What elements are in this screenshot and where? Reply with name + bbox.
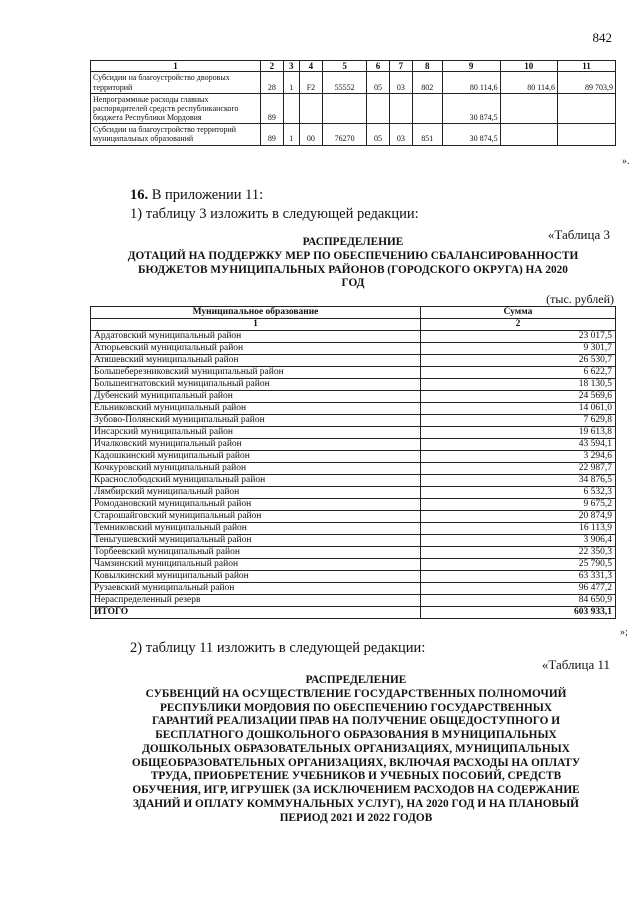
table-row	[91, 451, 616, 463]
item-16	[130, 187, 263, 204]
table-cell	[500, 124, 557, 145]
table-row	[91, 367, 616, 379]
heading-line: РАСПРЕДЕЛЕНИЕ	[302, 236, 404, 248]
table-row	[91, 331, 616, 343]
heading-line: ДОШКОЛЬНЫХ ОБРАЗОВАТЕЛЬНЫХ ОРГАНИЗАЦИЯХ, МУНИЦИПАЛЬНЫХ	[142, 742, 570, 755]
heading-line: СУБВЕНЦИЙ НА ОСУЩЕСТВЛЕНИЕ ГОСУДАРСТВЕННЫХ ПОЛНОМОЧИЙ	[145, 687, 567, 700]
amount-value: 23 017,5	[421, 331, 616, 343]
heading-line: РЕСПУБЛИКИ МОРДОВИЯ ПО ОБЕСПЕЧЕНИЮ ГОСУДАРСТВЕННЫХ	[159, 701, 553, 714]
item-16-number: 16.	[130, 187, 149, 203]
municipality-name: Большеигнатовский муниципальный район	[91, 379, 421, 391]
table-cell	[557, 124, 615, 145]
heading-line: ГОД	[341, 277, 365, 290]
municipality-name: Торбеевский муниципальный район	[91, 547, 421, 559]
table-row	[91, 391, 616, 403]
table-cell	[299, 93, 323, 124]
municipality-name: Старошайговский муниципальный район	[91, 511, 421, 523]
amount-value: 22 987,7	[421, 463, 616, 475]
table-cell	[367, 93, 390, 124]
table-cell	[557, 93, 615, 124]
table-cell: 89 703,9	[557, 72, 615, 93]
amount-value: 96 477,2	[421, 583, 616, 595]
municipality-name: Нераспределенный резерв	[91, 595, 421, 607]
amount-value: 25 790,5	[421, 559, 616, 571]
table-row	[91, 427, 616, 439]
amount-value: 43 594,1	[421, 439, 616, 451]
municipality-name: Кочкуровский муниципальный район	[91, 463, 421, 475]
table-cell	[283, 93, 299, 124]
table-cell: 89	[261, 93, 284, 124]
municipality-name: Инсарский муниципальный район	[91, 427, 421, 439]
column-number: 8	[412, 61, 442, 72]
table-11-reference: «Таблица 11	[541, 657, 610, 672]
amount-value: 3 906,4	[421, 535, 616, 547]
table-row	[91, 124, 616, 145]
table-row	[91, 523, 616, 535]
column-number: 4	[299, 61, 323, 72]
table-row	[91, 535, 616, 547]
table-row	[91, 403, 616, 415]
heading-line: ОБУЧЕНИЯ, ИГР, ИГРУШЕК (ЗА ИСКЛЮЧЕНИЕМ РАСХОДОВ НА СОДЕРЖАНИЕ	[132, 784, 580, 797]
table-row	[91, 475, 616, 487]
table-cell	[389, 93, 412, 124]
table-cell: 1	[283, 72, 299, 93]
table-cell: 00	[299, 124, 323, 145]
municipality-name: Чамзинский муниципальный район	[91, 559, 421, 571]
subsidy-distribution-table	[90, 306, 616, 619]
column-number: 6	[367, 61, 390, 72]
table-row	[91, 415, 616, 427]
municipality-name: Ардатовский муниципальный район	[91, 331, 421, 343]
item-16-text: В приложении 11:	[148, 187, 264, 203]
table-header-row	[91, 307, 616, 319]
table-row	[91, 511, 616, 523]
table-row	[91, 343, 616, 355]
heading-line: ГАРАНТИЙ РЕАЛИЗАЦИИ ПРАВ НА ПОЛУЧЕНИЕ ОБЩЕДОСТУПНОГО И	[151, 715, 561, 728]
amount-value: 34 876,5	[421, 475, 616, 487]
total-row	[91, 607, 616, 619]
column-number: 5	[323, 61, 367, 72]
table-3-reference: «Таблица 3	[547, 227, 610, 242]
subitem-1: 1) таблицу 3 изложить в следующей редакции:	[130, 206, 419, 222]
table-row	[91, 499, 616, 511]
table-3-heading	[90, 236, 616, 291]
municipality-name: Ковылкинский муниципальный район	[91, 571, 421, 583]
municipality-name: Кадошкинский муниципальный район	[91, 451, 421, 463]
amount-value: 22 350,3	[421, 547, 616, 559]
column-number: 2	[421, 319, 616, 331]
page-number: 842	[592, 30, 612, 45]
closing-quote: ».	[622, 156, 630, 167]
amount-value: 18 130,5	[421, 379, 616, 391]
row-name: Непрограммные расходы главных распорядителей средств республиканского бюджета Республики Мордовия	[91, 93, 261, 124]
municipality-name: Зубово-Полянский муниципальный район	[91, 415, 421, 427]
row-name: Субсидии на благоустройство дворовых территорий	[91, 72, 261, 93]
heading-line: ТРУДА, ПРИОБРЕТЕНИЕ УЧЕБНИКОВ И УЧЕБНЫХ ПОСОБИЙ, СРЕДСТВ	[150, 770, 562, 783]
table-cell: 851	[412, 124, 442, 145]
amount-value: 24 569,6	[421, 391, 616, 403]
table-cell: 80 114,6	[442, 72, 500, 93]
amount-value: 19 613,8	[421, 427, 616, 439]
amount-value: 26 530,7	[421, 355, 616, 367]
table-cell: 55552	[323, 72, 367, 93]
table-cell: 30 874,5	[442, 124, 500, 145]
amount-value: 16 113,9	[421, 523, 616, 535]
table-cell	[412, 93, 442, 124]
table-cell: 76270	[323, 124, 367, 145]
heading-line: РАСПРЕДЕЛЕНИЕ	[305, 674, 407, 686]
municipality-name: Лямбирский муниципальный район	[91, 487, 421, 499]
table-row	[91, 487, 616, 499]
row-name: Субсидии на благоустройство территорий муниципальных образований	[91, 124, 261, 145]
municipality-name: Ельниковский муниципальный район	[91, 403, 421, 415]
table-cell: 05	[367, 124, 390, 145]
column-number: 2	[261, 61, 284, 72]
table-cell: 1	[283, 124, 299, 145]
municipality-name: Темниковский муниципальный район	[91, 523, 421, 535]
column-header-amount: Сумма	[421, 307, 616, 319]
table-row	[91, 379, 616, 391]
amount-value: 14 061,0	[421, 403, 616, 415]
municipality-name: Ромодановский муниципальный район	[91, 499, 421, 511]
table-11-heading	[96, 674, 616, 826]
table-row	[91, 571, 616, 583]
table-cell: 03	[389, 124, 412, 145]
table-column-numbers	[91, 319, 616, 331]
table-cell: 03	[389, 72, 412, 93]
table-header-row	[91, 61, 616, 72]
table-row	[91, 93, 616, 124]
amount-value: 6 622,7	[421, 367, 616, 379]
closing-quote: »;	[620, 627, 628, 638]
total-value: 603 933,1	[421, 607, 616, 619]
table-row	[91, 463, 616, 475]
column-number: 10	[500, 61, 557, 72]
table-cell: 80 114,6	[500, 72, 557, 93]
amount-value: 6 532,3	[421, 487, 616, 499]
column-number: 3	[283, 61, 299, 72]
column-number: 1	[91, 319, 421, 331]
table-row	[91, 355, 616, 367]
heading-line: ЗДАНИЙ И ОПЛАТУ КОММУНАЛЬНЫХ УСЛУГ), НА 2020 ГОД И НА ПЛАНОВЫЙ	[133, 798, 579, 811]
municipality-name: Ичалковский муниципальный район	[91, 439, 421, 451]
amount-value: 3 294,6	[421, 451, 616, 463]
column-header-municipality: Муниципальное образование	[91, 307, 421, 319]
column-number: 7	[389, 61, 412, 72]
amount-value: 20 874,9	[421, 511, 616, 523]
budget-continuation-table	[90, 60, 616, 146]
amount-value: 63 331,3	[421, 571, 616, 583]
heading-line: БЕСПЛАТНОГО ДОШКОЛЬНОГО ОБРАЗОВАНИЯ В МУНИЦИПАЛЬНЫХ	[155, 729, 557, 742]
municipality-name: Большеберезниковский муниципальный район	[91, 367, 421, 379]
amount-value: 84 650,9	[421, 595, 616, 607]
table-cell: 802	[412, 72, 442, 93]
amount-value: 9 301,7	[421, 343, 616, 355]
table-row	[91, 595, 616, 607]
municipality-name: Атюрьевский муниципальный район	[91, 343, 421, 355]
municipality-name: Атяшевский муниципальный район	[91, 355, 421, 367]
table-cell: F2	[299, 72, 323, 93]
heading-line: ПЕРИОД 2021 И 2022 ГОДОВ	[279, 811, 433, 824]
column-number: 11	[557, 61, 615, 72]
table-row	[91, 547, 616, 559]
municipality-name: Теньгушевский муниципальный район	[91, 535, 421, 547]
heading-line: ДОТАЦИЙ НА ПОДДЕРЖКУ МЕР ПО ОБЕСПЕЧЕНИЮ СБАЛАНСИРОВАННОСТИ	[127, 249, 579, 262]
units-label: (тыс. рублей)	[546, 292, 614, 306]
heading-line: БЮДЖЕТОВ МУНИЦИПАЛЬНЫХ РАЙОНОВ (ГОРОДСКОГО ОКРУГА) НА 2020	[138, 263, 568, 276]
municipality-name: Дубенский муниципальный район	[91, 391, 421, 403]
column-number: 1	[91, 61, 261, 72]
table-cell: 28	[261, 72, 284, 93]
table-cell: 89	[261, 124, 284, 145]
amount-value: 9 675,2	[421, 499, 616, 511]
municipality-name: Краснослободский муниципальный район	[91, 475, 421, 487]
subitem-2: 2) таблицу 11 изложить в следующей редакции:	[130, 640, 426, 656]
column-number: 9	[442, 61, 500, 72]
municipality-name: Рузаевский муниципальный район	[91, 583, 421, 595]
table-cell: 30 874,5	[442, 93, 500, 124]
table-cell	[323, 93, 367, 124]
table-row	[91, 583, 616, 595]
total-label: ИТОГО	[91, 607, 421, 619]
table-row	[91, 559, 616, 571]
table-row	[91, 72, 616, 93]
heading-line: ОБЩЕОБРАЗОВАТЕЛЬНЫХ ОРГАНИЗАЦИЯХ, ВКЛЮЧАЯ РАСХОДЫ НА ОПЛАТУ	[131, 756, 581, 769]
amount-value: 7 629,8	[421, 415, 616, 427]
table-row	[91, 439, 616, 451]
table-cell	[500, 93, 557, 124]
table-cell: 05	[367, 72, 390, 93]
